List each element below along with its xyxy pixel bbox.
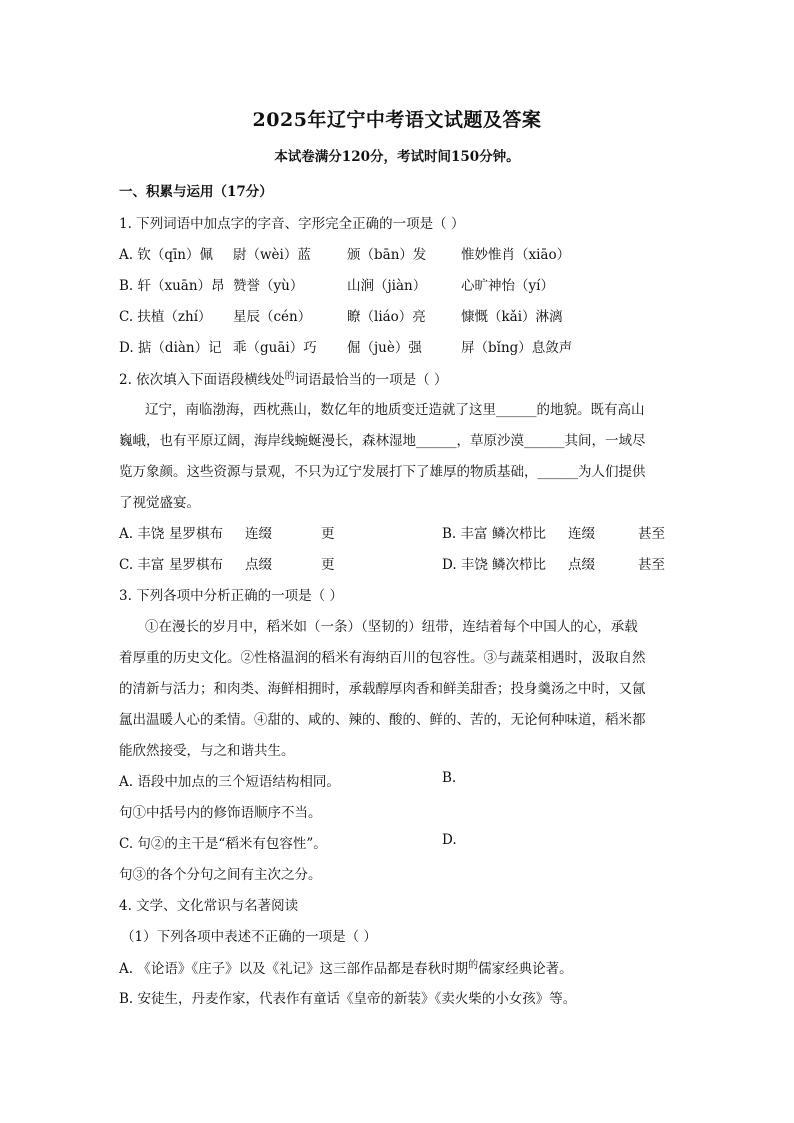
question-2-passage-line: 了视觉盛宴。 — [119, 495, 200, 511]
option-cell: 鳞次栉比 — [492, 526, 546, 542]
option-text: A. 《论语》《庄子》以及《礼记》这三部作品都是春秋时期 — [119, 961, 469, 977]
option-cell: 屏（bǐng）息敛声 — [461, 340, 573, 356]
stem-superscript: 的 — [284, 371, 295, 382]
question-3-option-d-label: D. — [442, 832, 457, 848]
question-4-option-b: B. 安徒生，丹麦作家，代表作有童话《皇帝的新装》《卖火柴的小女孩》等。 — [119, 991, 577, 1007]
option-cell: 惟妙惟肖（xiāo） — [461, 247, 571, 263]
option-cell: B. 丰富 — [442, 526, 488, 542]
option-cell: 点缀 — [245, 557, 272, 573]
question-3-option-c: C. 句②的主干是“稻米有包容性”。 — [119, 836, 327, 852]
exam-info: 本试卷满分120分，考试时间150分钟。 — [274, 149, 520, 165]
option-superscript: 的 — [468, 960, 479, 971]
option-cell: 连缀 — [245, 526, 272, 542]
question-3-option-a: A. 语段中加点的三个短语结构相同。 — [119, 774, 340, 790]
option-cell: D. 掂（diàn）记 — [119, 340, 222, 356]
option-cell: 甚至 — [638, 557, 665, 573]
question-3-option-d-text: 句③的各个分句之间有主次之分。 — [119, 867, 322, 883]
option-cell: 山涧（jiàn） — [347, 278, 427, 294]
question-3-passage-line: 能欣然接受，与之和谐共生。 — [119, 743, 295, 759]
option-cell: 赞誉（yù） — [233, 278, 304, 294]
option-cell: C. 扶植（zhí） — [119, 309, 212, 325]
question-2-passage-line: 览万象颜。这些资源与景观，不只为辽宁发展打下了雄厚的物质基础，______为人们提供 — [119, 464, 646, 480]
option-cell: D. 丰饶 — [442, 557, 488, 573]
stem-text: 2. 依次填入下面语段横线处 — [119, 372, 285, 388]
option-text: 儒家经典论著。 — [478, 961, 573, 977]
question-1-stem: 1. 下列词语中加点字的字音、字形完全正确的一项是（ ） — [119, 216, 465, 232]
question-3-passage-line: ①在漫长的岁月中，稻米如（一条）（坚韧的）纽带，连结着每个中国人的心，承载 — [145, 619, 638, 635]
question-1-option-a — [119, 243, 570, 263]
question-1-option-c — [119, 305, 563, 325]
option-cell: C. 丰富 — [119, 557, 165, 573]
question-3-passage-line: 着厚重的历史文化。②性格温润的稻米有海纳百川的包容性。③与蔬菜相遇时，汲取自然 — [119, 650, 646, 666]
option-cell: 点缀 — [568, 557, 595, 573]
option-cell: 星罗棋布 — [169, 557, 223, 573]
question-4-stem: 4. 文学、文化常识与名著阅读 — [119, 898, 299, 914]
question-1-option-b — [119, 274, 554, 294]
question-2-option-b — [442, 522, 678, 542]
option-cell: 星辰（cén） — [233, 309, 312, 325]
option-cell: 连缀 — [568, 526, 595, 542]
question-2-passage-line: 巍峨，也有平原辽阔，海岸线蜿蜒漫长，森林湿地______，草原沙漠______其间，一域尽 — [119, 433, 646, 449]
page-title: 2025年辽宁中考语文试题及答案 — [252, 109, 542, 131]
question-2-option-d — [442, 553, 678, 573]
question-1-option-d — [119, 336, 572, 356]
question-3-passage-line: 氲出温暖人心的柔情。④甜的、咸的、辣的、酸的、鲜的、苦的，无论何种味道，稻米都 — [119, 712, 646, 728]
option-cell: 乖（guāi）巧 — [233, 340, 317, 356]
option-cell: 倔（juè）强 — [347, 340, 422, 356]
option-cell: 颁（bān）发 — [347, 247, 427, 263]
question-2-stem — [119, 367, 447, 388]
option-cell: 尉（wèi）蓝 — [233, 247, 311, 263]
question-2-option-c — [119, 553, 361, 573]
option-cell: 鳞次栉比 — [492, 557, 546, 573]
question-3-stem: 3. 下列各项中分析正确的一项是（ ） — [119, 588, 343, 604]
question-3-passage-line: 的清新与活力；和肉类、海鲜相拥时，承载醇厚肉香和鲜美甜香；投身羹汤之中时，又氤 — [119, 681, 646, 697]
option-cell: 心旷神怡（yí） — [461, 278, 554, 294]
question-4-option-a — [119, 956, 573, 977]
question-3-option-b-label: B. — [442, 770, 457, 786]
option-cell: 瞭（liáo）亮 — [347, 309, 426, 325]
option-cell: B. 轩（xuān）昂 — [119, 278, 225, 294]
question-3-option-b-text: 句①中括号内的修饰语顺序不当。 — [119, 805, 322, 821]
option-cell: 慷慨（kǎi）淋漓 — [461, 309, 563, 325]
question-2-option-a — [119, 522, 361, 542]
option-cell: 更 — [321, 526, 335, 542]
option-cell: 更 — [321, 557, 335, 573]
question-2-passage-line: 辽宁，南临渤海，西枕燕山，数亿年的地质变迁造就了这里______的地貌。既有高山 — [145, 402, 645, 418]
option-cell: A. 丰饶 — [119, 526, 165, 542]
option-cell: 甚至 — [638, 526, 665, 542]
option-cell: 星罗棋布 — [169, 526, 223, 542]
option-cell: A. 钦（qīn）佩 — [119, 247, 213, 263]
section-heading: 一、积累与运用（17分） — [119, 184, 273, 200]
question-4-sub1-stem: （1）下列各项中表述不正确的一项是（ ） — [121, 929, 377, 945]
stem-text: 词语最恰当的一项是（ ） — [294, 372, 448, 388]
